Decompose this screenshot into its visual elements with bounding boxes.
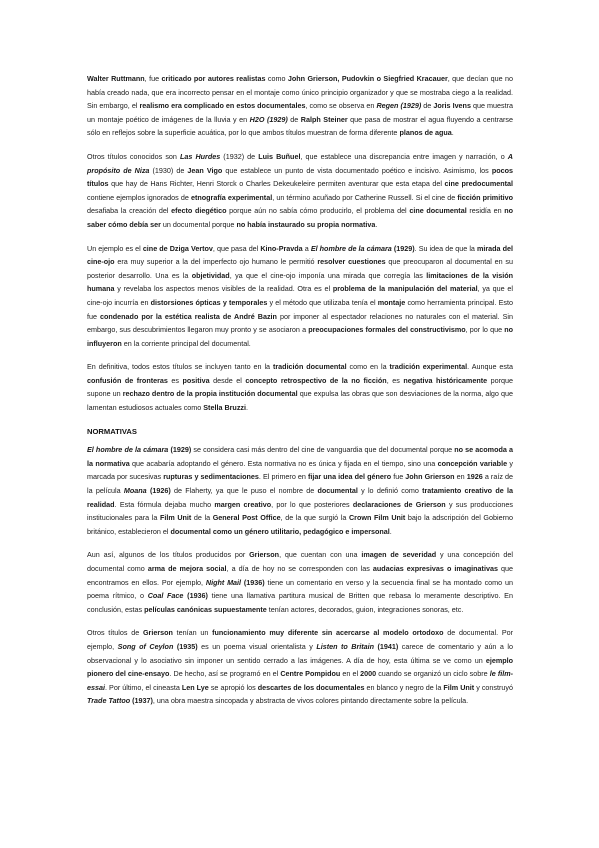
body-text: en el bbox=[340, 669, 361, 679]
body-text: Otros títulos de bbox=[87, 628, 143, 638]
emphasized-title: El hombre de la cámara bbox=[87, 445, 169, 455]
body-text: en bbox=[454, 472, 467, 482]
emphasized-text: problema de la manipulación del material bbox=[332, 284, 478, 294]
body-text: y construyó bbox=[474, 682, 514, 692]
body-text: desde el bbox=[209, 375, 246, 385]
body-text: . Aunque esta bbox=[467, 362, 513, 372]
emphasized-text: confusión de fronteras bbox=[87, 375, 168, 385]
body-text: de la bbox=[191, 513, 213, 523]
body-text: que acabaría adoptando el género. Esta normativa no es única y fijada en el tiempo, sino una bbox=[129, 458, 438, 468]
body-text: es un poema visual orientalista y bbox=[197, 641, 317, 651]
emphasized-title: Coal Face bbox=[147, 591, 184, 601]
body-text: porque aún no sabía cómo producirlo, el problema del bbox=[226, 206, 410, 216]
emphasized-text: (1936) bbox=[187, 591, 208, 601]
emphasized-title: Regen (1929) bbox=[376, 101, 422, 111]
body-text: de documental. Por ejemplo, bbox=[87, 628, 514, 651]
emphasized-text: (1929) bbox=[170, 445, 192, 455]
body-text: y una concepción del documental como bbox=[87, 550, 513, 573]
body-text: . bbox=[246, 403, 249, 413]
body-text: . bbox=[389, 526, 392, 536]
body-text: se considera casi más dentro del cine de vanguardia que del documental porque bbox=[191, 445, 455, 455]
emphasized-text: tradición documental bbox=[272, 362, 347, 372]
body-text: de bbox=[421, 101, 434, 111]
emphasized-text: preocupaciones formales del constructivismo bbox=[308, 325, 466, 335]
body-text: Otros títulos conocidos son bbox=[87, 151, 180, 161]
paragraph bbox=[87, 72, 513, 140]
body-text: . El primero en bbox=[258, 472, 309, 482]
body-text: y revelaba los aspectos menos visibles de la realidad. Otra es el bbox=[114, 284, 333, 294]
emphasized-text: cine de Dziga Vertov bbox=[142, 243, 213, 253]
body-text: y sus producciones institucionales para la bbox=[87, 499, 513, 523]
body-text: en la corriente principal del documental. bbox=[121, 338, 251, 348]
emphasized-text: General Post Office bbox=[212, 513, 281, 523]
body-text: , que cuentan con una bbox=[279, 550, 362, 560]
emphasized-text: Centre Pompidou bbox=[280, 669, 341, 679]
emphasized-text: rechazo dentro de la propia institución documental bbox=[122, 389, 298, 399]
body-text: y lo definió como bbox=[357, 486, 423, 496]
body-text: y el método que utilizaba tenía el bbox=[267, 297, 378, 307]
emphasized-text: (1926) bbox=[149, 486, 171, 496]
body-text: cuando se organizó un ciclo sobre bbox=[376, 669, 490, 679]
body-text: . Esta fórmula dejaba mucho bbox=[114, 499, 215, 509]
body-text: , de la que surgió la bbox=[280, 513, 349, 523]
body-text: Un ejemplo es el bbox=[87, 243, 143, 253]
body-text: . Su idea de que la bbox=[414, 243, 477, 253]
body-text: , fue bbox=[144, 74, 162, 83]
emphasized-text: Jean Vigo bbox=[187, 165, 223, 175]
paragraph bbox=[87, 626, 513, 708]
body-text: , un término acuñado por Catherine Russell. Si el cine de bbox=[272, 192, 458, 202]
paragraph bbox=[87, 360, 513, 414]
emphasized-text: negativa históricamente bbox=[403, 375, 488, 385]
emphasized-text: 2000 bbox=[360, 669, 377, 679]
body-text: tenían un bbox=[172, 628, 213, 638]
body-text: que establece un punto de vista documentado poético e incisivo. Asimismo, los bbox=[222, 165, 492, 175]
emphasized-text: declaraciones de Grierson bbox=[352, 499, 446, 509]
emphasized-text: etnografía experimental bbox=[190, 192, 273, 202]
body-text: se apropió los bbox=[208, 682, 258, 692]
body-text: como bbox=[265, 74, 288, 83]
emphasized-text: (1936) bbox=[243, 577, 265, 587]
emphasized-text: resolver cuestiones bbox=[317, 257, 386, 267]
emphasized-text: mirada del cine-ojo bbox=[87, 243, 514, 267]
emphasized-text: criticado por autores realistas bbox=[161, 74, 266, 83]
emphasized-title: Listen to Britain bbox=[316, 641, 375, 651]
section-heading: NORMATIVAS bbox=[87, 426, 137, 436]
emphasized-text: no saber cómo debía ser bbox=[87, 206, 514, 229]
emphasized-text: no se acomoda a la normativa bbox=[87, 445, 513, 468]
body-text: porque supone un bbox=[87, 375, 513, 399]
emphasized-text: Luis Buñuel bbox=[258, 151, 301, 161]
body-text: que encontramos en ellos. Por ejemplo, bbox=[87, 564, 513, 587]
emphasized-text: Stella Bruzzi bbox=[203, 403, 247, 413]
emphasized-title: Las Hurdes bbox=[180, 151, 221, 161]
body-text: (1932) de bbox=[220, 151, 259, 161]
body-text: a bbox=[302, 243, 311, 253]
emphasized-text: descartes de los documentales bbox=[257, 682, 365, 692]
emphasized-text: condenado por la estética realista de André Bazin bbox=[100, 311, 277, 321]
paragraph bbox=[87, 548, 513, 616]
body-text: que preocuparon al documental en su posterior desarrollo. Una es la bbox=[87, 257, 514, 280]
body-text: que pasa de mostrar el agua fluyendo a centrarse sólo en reflejos sobre la superficie acuática, por lo que ambos títulos muestran de forma diferente bbox=[87, 114, 513, 138]
emphasized-text: margen creativo bbox=[214, 499, 272, 509]
document-page bbox=[87, 72, 513, 718]
emphasized-title: Night Mail bbox=[205, 577, 242, 587]
emphasized-text: Len Lye bbox=[181, 682, 209, 692]
emphasized-text: efecto diegético bbox=[171, 206, 227, 216]
body-text: de Flaherty, ya que le puso el nombre de bbox=[170, 486, 318, 496]
body-text: , es bbox=[386, 375, 404, 385]
emphasized-text: documental como un género utilitario, pedagógico e impersonal bbox=[170, 526, 390, 536]
body-text: (1930) de bbox=[149, 165, 188, 175]
body-text: como herramienta principal. Esto fue bbox=[87, 297, 513, 321]
emphasized-text: tradición experimental bbox=[389, 362, 468, 372]
emphasized-title: le film-essai bbox=[87, 669, 513, 692]
body-text: En definitiva, todos estos títulos se incluyen tanto en la bbox=[87, 362, 273, 372]
emphasized-text: (1941) bbox=[377, 641, 399, 651]
emphasized-text: objetividad bbox=[191, 270, 230, 280]
body-text: desafiaba la creación del bbox=[87, 206, 172, 216]
body-text: por imponer al espectador relaciones no naturales con el material. Sin embargo, sus descubrimientos llegaron muy pronto y se asociaron a bbox=[87, 311, 513, 335]
body-text: que expulsa las obras que son desviaciones de la norma, algo que lamentan estudiosos actuales como bbox=[87, 389, 513, 413]
body-text: , que establece una discrepancia entre imagen y narración, o bbox=[300, 151, 508, 161]
body-text: . bbox=[451, 128, 454, 138]
emphasized-text: distorsiones ópticas y temporales bbox=[150, 297, 268, 307]
emphasized-text: imagen de severidad bbox=[361, 550, 437, 560]
body-text: en blanco y negro de la bbox=[364, 682, 444, 692]
body-text: tenían actores, decorados, guion, integraciones sonoras, etc. bbox=[266, 604, 464, 614]
emphasized-text: cine predocumental bbox=[444, 179, 513, 189]
emphasized-text: Joris Ivens bbox=[433, 101, 471, 111]
emphasized-text: ejemplo pionero del cine-ensayo bbox=[87, 655, 513, 679]
body-text: , a día de hoy no se corresponden con las bbox=[226, 564, 373, 573]
emphasized-text: ficción primitivo bbox=[457, 192, 513, 202]
body-text: , ya que el cine-ojo imponía una mirada que corregía las bbox=[229, 270, 427, 280]
body-text: fue bbox=[391, 472, 406, 482]
paragraph bbox=[87, 242, 513, 351]
emphasized-text: realismo era complicado en estos documentales bbox=[139, 101, 306, 111]
emphasized-text: arma de mejora social bbox=[147, 564, 227, 573]
emphasized-text: (1929) bbox=[393, 243, 415, 253]
emphasized-title: A propósito de Niza bbox=[87, 151, 513, 175]
emphasized-text: Ralph Steiner bbox=[300, 114, 348, 124]
emphasized-text: Walter Ruttmann bbox=[87, 74, 145, 83]
body-text: que muestra un montaje poético de imágenes de la lluvia y en bbox=[87, 101, 513, 124]
emphasized-text: concepción variable bbox=[437, 458, 508, 468]
emphasized-text: planos de agua bbox=[399, 128, 452, 138]
emphasized-text: Crown Film Unit bbox=[348, 513, 406, 523]
emphasized-text: John Grierson bbox=[405, 472, 455, 482]
body-text: , como se observa en bbox=[305, 101, 377, 111]
body-text: y marcada por sucesivas bbox=[87, 458, 513, 482]
emphasized-text: películas canónicas supuestamente bbox=[144, 604, 267, 614]
emphasized-text: no influyeron bbox=[87, 325, 513, 348]
body-text: residía en bbox=[466, 206, 505, 216]
emphasized-text: John Grierson, Pudovkin o Siegfried Kracauer bbox=[287, 74, 448, 83]
body-text: de bbox=[287, 114, 301, 124]
emphasized-text: fijar una idea del género bbox=[308, 472, 392, 482]
body-text: , ya que el cine-ojo incurría en bbox=[87, 284, 514, 307]
emphasized-text: limitaciones de la visión humana bbox=[87, 270, 514, 294]
emphasized-text: Film Unit bbox=[443, 682, 475, 692]
body-text: es bbox=[167, 375, 183, 385]
emphasized-text: positiva bbox=[182, 375, 210, 385]
body-text: , una obra maestra sincopada y abstracta de vivos colores pintando directamente sobre la película. bbox=[152, 696, 469, 706]
emphasized-text: tratamiento creativo de la realidad bbox=[87, 486, 513, 509]
emphasized-text: Grierson bbox=[249, 550, 280, 560]
body-text: contiene ejemplos ignorados de bbox=[87, 192, 191, 202]
body-text: carece de comentario y aún a lo observacional y lo asociativo sin imponer un sentido cerrado a las imágenes. A día de hoy, esta última se ve como un bbox=[87, 641, 513, 665]
emphasized-text: 1926 bbox=[466, 472, 483, 482]
emphasized-text: montaje bbox=[377, 297, 406, 307]
body-text: . bbox=[375, 219, 378, 229]
body-text: como en la bbox=[346, 362, 390, 372]
emphasized-text: (1937) bbox=[132, 696, 153, 706]
emphasized-text: rupturas y sedimentaciones bbox=[163, 472, 259, 482]
body-text: , que decían que no había creado nada, que era incorrecto pensar en el montaje como único principio organizador y que se mostraba ciego a la realidad. Sin embargo, el bbox=[87, 74, 514, 111]
body-text: Aun así, algunos de los títulos producidos por bbox=[87, 550, 250, 560]
body-text: . De hecho, así se programó en el bbox=[169, 669, 281, 679]
emphasized-title: El hombre de la cámara bbox=[310, 243, 392, 253]
body-text: bajo la adscripción del Gobierno británico, establecieron el bbox=[87, 513, 513, 536]
emphasized-title: H2O (1929) bbox=[249, 114, 288, 124]
emphasized-text: documental bbox=[317, 486, 358, 496]
emphasized-text: pocos títulos bbox=[87, 165, 514, 189]
paragraph bbox=[87, 443, 513, 538]
body-text: , que pasa del bbox=[212, 243, 261, 253]
body-text: , por lo que bbox=[465, 325, 505, 335]
body-text: , por lo que posteriores bbox=[271, 499, 353, 509]
body-text: que hay de Hans Richter, Henri Storck o Charles Dekeukeleire permiten aventurar que esta etapa del bbox=[108, 179, 445, 189]
body-text: era muy superior a la del imperfecto ojo humano le permitió bbox=[114, 257, 318, 267]
emphasized-title: Moana bbox=[123, 486, 147, 496]
body-text: . Por último, el cineasta bbox=[105, 682, 182, 692]
body-text: un documental porque bbox=[160, 219, 237, 229]
emphasized-title: Song of Ceylon bbox=[117, 641, 174, 651]
emphasized-text: concepto retrospectivo de la no ficción bbox=[245, 375, 387, 385]
emphasized-text: Grierson bbox=[142, 628, 173, 638]
emphasized-title: Trade Tattoo bbox=[87, 696, 131, 706]
emphasized-text: cine documental bbox=[409, 206, 467, 216]
paragraph bbox=[87, 150, 513, 232]
body-text: a raíz de la película bbox=[87, 472, 514, 496]
body-text: tiene una llamativa partitura musical de Britten que rebasa lo meramente descriptivo. En conclusión, estas bbox=[87, 591, 513, 614]
emphasized-text: funcionamiento muy diferente sin acercarse al modelo ortodoxo bbox=[212, 628, 444, 638]
emphasized-text: audacias expresivas o imaginativas bbox=[372, 564, 498, 573]
emphasized-text: no había instaurado su propia normativa bbox=[236, 219, 376, 229]
emphasized-text: Film Unit bbox=[159, 513, 192, 523]
emphasized-text: Kino-Pravda bbox=[260, 243, 303, 253]
emphasized-text: (1935) bbox=[176, 641, 198, 651]
body-text: tiene un comentario en verso y la secuencia final se ha montado como un poema rítmico, o bbox=[87, 577, 513, 601]
